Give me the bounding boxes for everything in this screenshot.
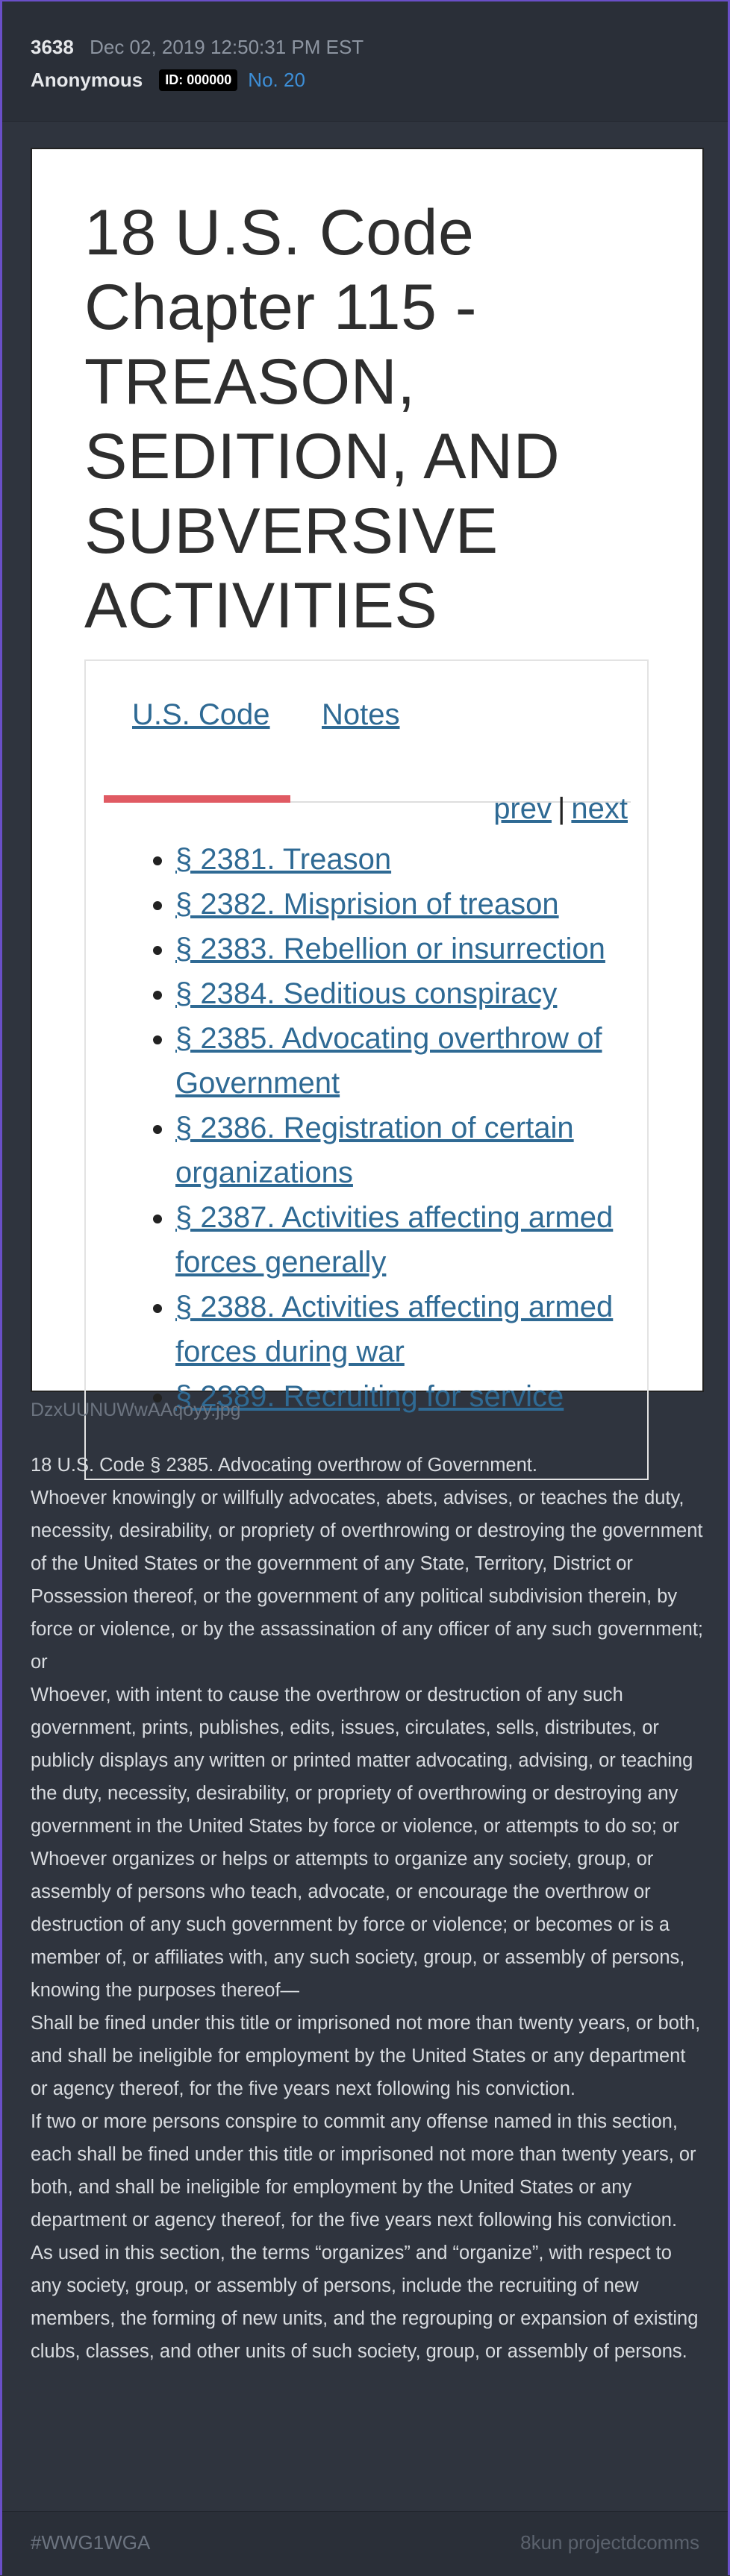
post-meta-row bbox=[31, 36, 364, 59]
post-no-link[interactable]: No. 20 bbox=[248, 69, 305, 91]
section-list bbox=[131, 837, 653, 1419]
section-link: § 2384. Seditious conspiracy bbox=[175, 977, 558, 1010]
list-item bbox=[175, 1016, 653, 1106]
image-page-title: 18 U.S. Code Chapter 115 - TREASON, SEDITION, AND SUBVERSIVE ACTIVITIES bbox=[84, 197, 561, 642]
section-link: § 2382. Misprision of treason bbox=[175, 888, 559, 921]
body-paragraph: 18 U.S. Code § 2385. Advocating overthrow of Government. bbox=[31, 1455, 537, 1476]
list-item bbox=[175, 1195, 653, 1285]
hashtag: #WWG1WGA bbox=[31, 2531, 151, 2554]
body-paragraph: Whoever, with intent to cause the overthrow or destruction of any such government, prints, publishes, edits, issues, circulates, sells, distributes, or publicly displays any written or printed matter advocating, advising, or teaching the duty, necessity, desirability, or propriety of overthrowing or destroying any government in the United States by force or violence, or attempts to do so; or bbox=[31, 1685, 693, 1837]
image-tabs bbox=[104, 698, 631, 803]
list-item bbox=[175, 837, 653, 882]
body-paragraph: If two or more persons conspire to commit any offense named in this section, each shall be fined under this title or imprisoned not more than twenty years, or both, and shall be ineligible for employment by the United States or any department or agency thereof, for the five years next following his conviction. bbox=[31, 2111, 696, 2231]
post-author-row bbox=[31, 69, 305, 92]
post-number: 3638 bbox=[31, 36, 74, 58]
section-link: § 2388. Activities affecting armed forces during war bbox=[175, 1291, 614, 1368]
board-name: 8kun projectdcomms bbox=[520, 2531, 699, 2554]
post-body bbox=[31, 1449, 707, 2368]
list-item bbox=[175, 1285, 653, 1374]
list-item bbox=[175, 882, 653, 927]
section-link: § 2381. Treason bbox=[175, 843, 392, 876]
body-paragraph: Shall be fined under this title or imprisoned not more than twenty years, or both, and shall be ineligible for employment by the United States or any department or agency thereof, for the five years next following his conviction. bbox=[31, 2013, 701, 2099]
active-tab-indicator bbox=[104, 795, 290, 803]
body-paragraph: Whoever knowingly or willfully advocates, abets, advises, or teaches the duty, necessity, desirability, or propriety of overthrowing or destroying the government of the United States or the government of any State, Territory, District or Possession thereof, or the government of any political subdivision therein, by force or violence, or by the assassination of any officer of any such government; or bbox=[31, 1488, 704, 1673]
tab-notes: Notes bbox=[322, 698, 400, 731]
post-header bbox=[2, 1, 728, 122]
section-link: § 2389. Recruiting for service bbox=[175, 1380, 564, 1413]
section-link: § 2385. Advocating overthrow of Government bbox=[175, 1022, 602, 1100]
section-link: § 2387. Activities affecting armed forces generally bbox=[175, 1201, 614, 1279]
author-name: Anonymous bbox=[31, 69, 143, 91]
nav-separator: | bbox=[558, 792, 566, 825]
list-item bbox=[175, 927, 653, 971]
next-link: next bbox=[571, 792, 628, 825]
post-date: Dec 02, 2019 12:50:31 PM EST bbox=[90, 36, 364, 58]
image-filename[interactable]: DzxUUNUWwAAqoyy.jpg bbox=[31, 1400, 241, 1420]
section-link: § 2386. Registration of certain organizations bbox=[175, 1112, 574, 1189]
prev-next-nav bbox=[493, 792, 628, 826]
image-content-panel bbox=[84, 659, 649, 1480]
list-item bbox=[175, 1106, 653, 1195]
list-item bbox=[175, 1374, 653, 1419]
body-paragraph: Whoever organizes or helps or attempts to organize any society, group, or assembly of persons who teach, advocate, or encourage the overthrow or destruction of any such government by force or violence; or becomes or is a member of, or affiliates with, any such society, group, or assembly of persons, knowing the purposes thereof— bbox=[31, 1849, 685, 2001]
id-badge: ID: 000000 bbox=[159, 69, 237, 91]
section-link: § 2383. Rebellion or insurrection bbox=[175, 933, 605, 965]
tab-us-code: U.S. Code bbox=[132, 698, 270, 731]
body-paragraph: As used in this section, the terms “organizes” and “organize”, with respect to any society, group, or assembly of persons, include the recruiting of new members, the forming of new units, and the regrouping or expansion of existing clubs, classes, and other units of such society, group, or assembly of persons. bbox=[31, 2243, 699, 2362]
prev-link: prev bbox=[493, 792, 552, 825]
post-footer bbox=[2, 2511, 728, 2576]
list-item bbox=[175, 971, 653, 1016]
